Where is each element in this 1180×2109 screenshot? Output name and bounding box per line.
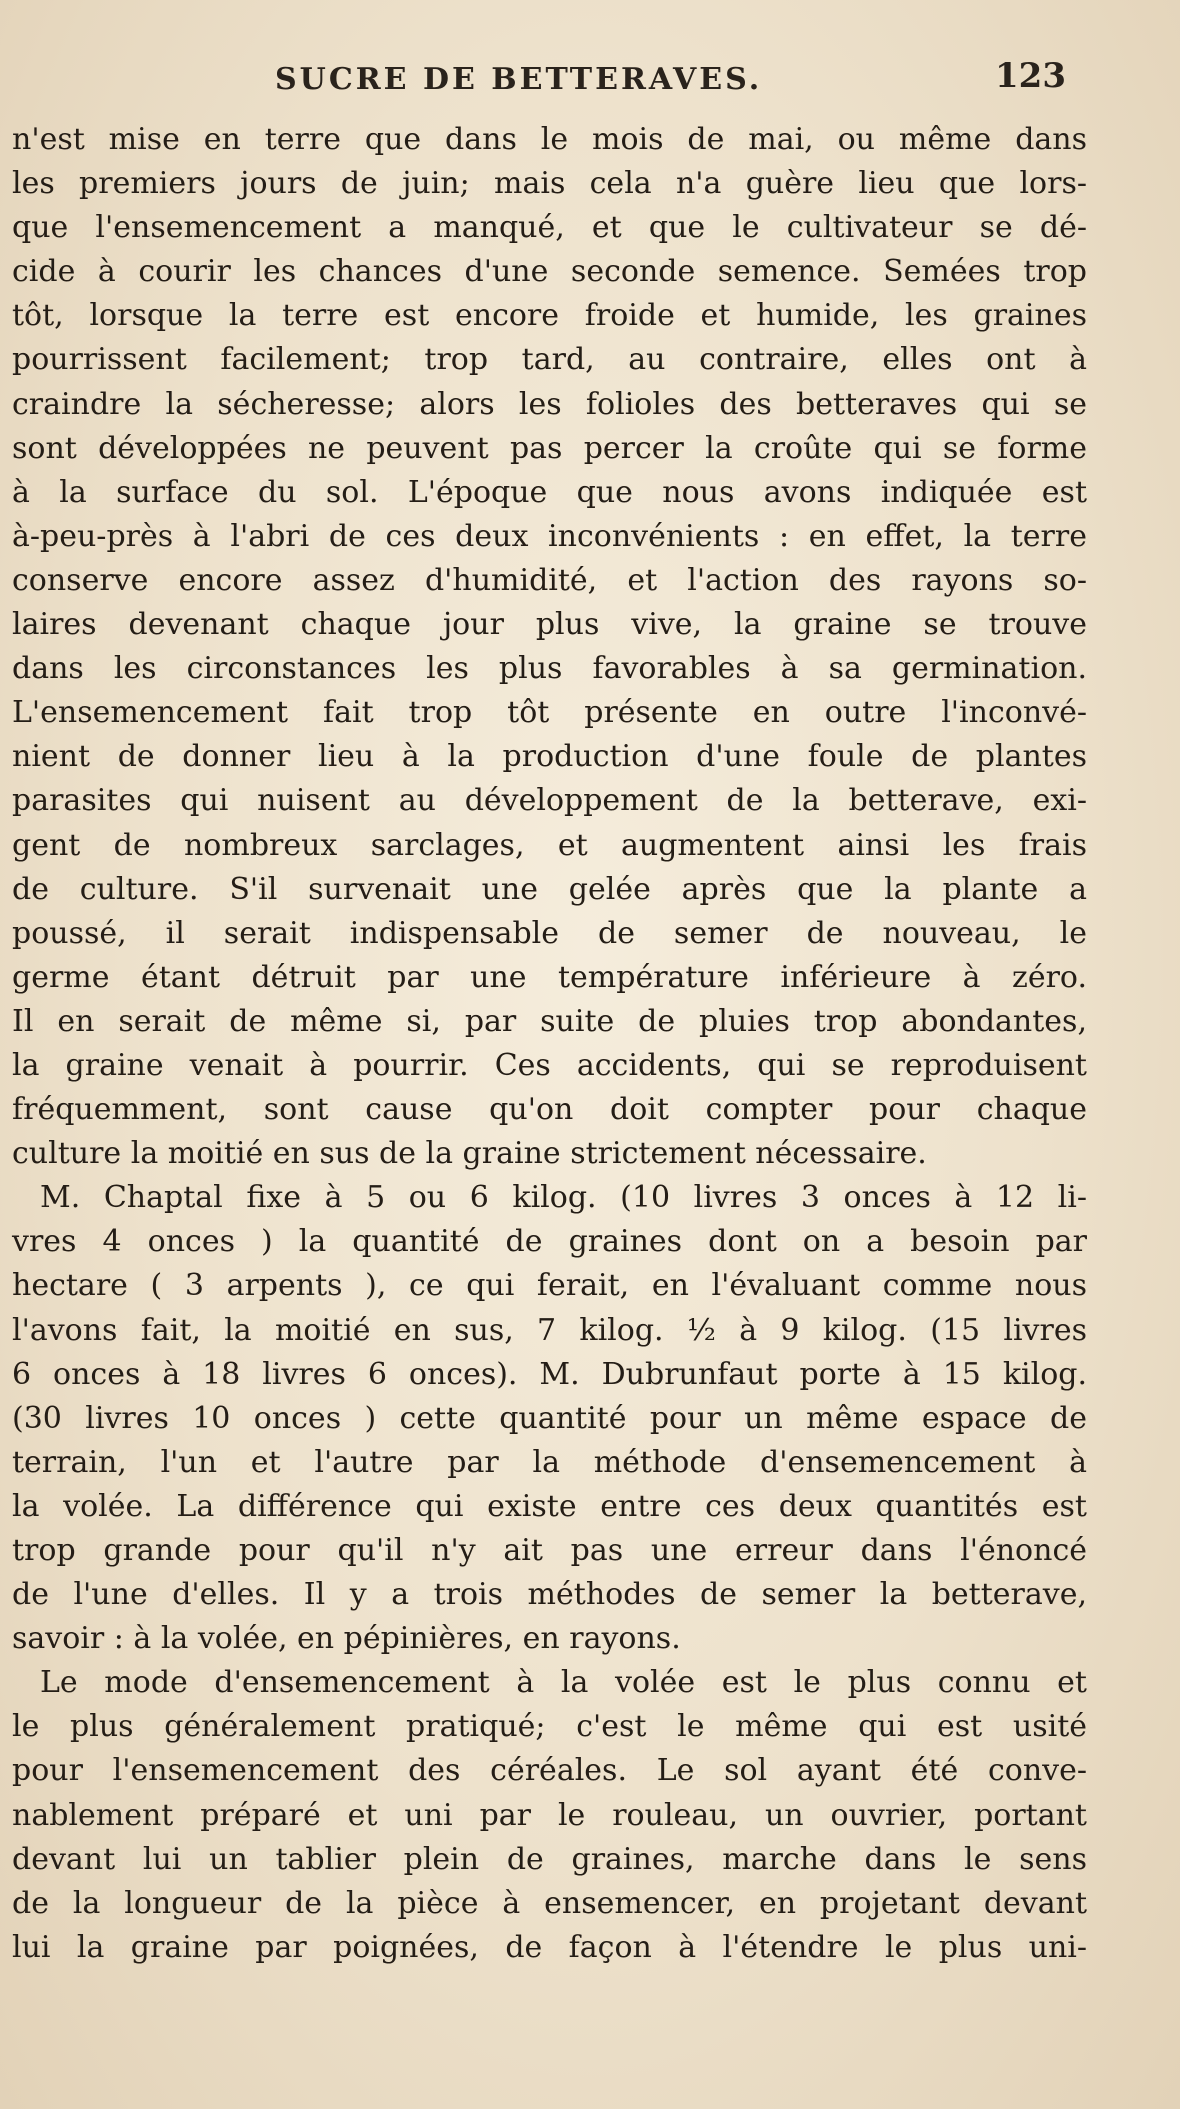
text-line: n'est mise en terre que dans le mois de mai, ou même dans — [12, 122, 1087, 157]
text-line: pourrissent facilement; trop tard, au contraire, elles ont à — [12, 342, 1087, 378]
text-line: Il en serait de même si, par suite de pluies trop abondantes, — [12, 1003, 1087, 1039]
text-line: savoir : à la volée, en pépinières, en rayons. — [12, 1621, 681, 1657]
text-line: de l'une d'elles. Il y a trois méthodes de semer la betterave, — [12, 1577, 1087, 1613]
text-line: culture la moitié en sus de la graine strictement nécessaire. — [12, 1136, 927, 1172]
text-line: 6 onces à 18 livres 6 onces). M. Dubrunfaut porte à 15 kilog. — [12, 1356, 1087, 1392]
text-line: la graine venait à pourrir. Ces accidents, qui se reproduisent — [12, 1047, 1087, 1083]
page-header — [0, 56, 1180, 102]
text-line: tôt, lorsque la terre est encore froide et humide, les graines — [12, 298, 1087, 334]
text-line: M. Chaptal fixe à 5 ou 6 kilog. (10 livres 3 onces à 12 li- — [40, 1180, 1087, 1216]
text-line: Le mode d'ensemencement à la volée est le plus connu et — [40, 1665, 1087, 1701]
text-line: trop grande pour qu'il n'y ait pas une erreur dans l'énoncé — [12, 1533, 1087, 1568]
page-number: 123 — [995, 56, 1066, 96]
text-line: dans les circonstances les plus favorables à sa germination. — [12, 651, 1087, 687]
text-line: pour l'ensemencement des céréales. Le sol ayant été conve- — [12, 1753, 1087, 1789]
running-title: SUCRE DE BETTERAVES. — [275, 62, 763, 97]
text-line: à-peu-près à l'abri de ces deux inconvénients : en effet, la terre — [12, 518, 1087, 554]
text-line: (30 livres 10 onces ) cette quantité pour un même espace de — [12, 1400, 1087, 1436]
text-line: gent de nombreux sarclages, et augmentent ainsi les frais — [12, 827, 1087, 863]
text-line: cide à courir les chances d'une seconde semence. Semées trop — [12, 254, 1087, 290]
text-line: terrain, l'un et l'autre par la méthode d'ensemencement à — [12, 1444, 1087, 1480]
text-line: les premiers jours de juin; mais cela n'a guère lieu que lors- — [12, 166, 1087, 202]
text-line: de culture. S'il survenait une gelée après que la plante a — [12, 871, 1087, 907]
text-line: poussé, il serait indispensable de semer de nouveau, le — [12, 915, 1087, 951]
text-line: parasites qui nuisent au développement de la betterave, exi- — [12, 783, 1087, 819]
text-line: fréquemment, sont cause qu'on doit compter pour chaque — [12, 1092, 1087, 1128]
text-line: devant lui un tablier plein de graines, marche dans le sens — [12, 1841, 1087, 1877]
text-line: l'avons fait, la moitié en sus, 7 kilog. ½ à 9 kilog. (15 livres — [12, 1312, 1087, 1348]
text-line: vres 4 onces ) la quantité de graines dont on a besoin par — [12, 1224, 1087, 1260]
text-line: hectare ( 3 arpents ), ce qui ferait, en l'évaluant comme nous — [12, 1268, 1087, 1304]
text-line: laires devenant chaque jour plus vive, la graine se trouve — [12, 607, 1087, 643]
text-line: germe étant détruit par une température inférieure à zéro. — [12, 959, 1087, 995]
text-line: sont développées ne peuvent pas percer la croûte qui se forme — [12, 430, 1087, 466]
text-line: craindre la sécheresse; alors les folioles des betteraves qui se — [12, 386, 1087, 422]
text-line: à la surface du sol. L'époque que nous avons indiquée est — [12, 474, 1087, 510]
text-line: nient de donner lieu à la production d'une foule de plantes — [12, 739, 1087, 775]
text-line: que l'ensemencement a manqué, et que le cultivateur se dé- — [12, 210, 1087, 246]
text-line: L'ensemencement fait trop tôt présente en outre l'inconvé- — [12, 695, 1087, 731]
text-line: lui la graine par poignées, de façon à l'étendre le plus uni- — [12, 1929, 1087, 1965]
text-line: la volée. La différence qui existe entre ces deux quantités est — [12, 1488, 1087, 1524]
text-line: de la longueur de la pièce à ensemencer, en projetant devant — [12, 1885, 1087, 1921]
text-line: le plus généralement pratiqué; c'est le même qui est usité — [12, 1709, 1087, 1745]
body-text — [12, 118, 1087, 1970]
text-line: conserve encore assez d'humidité, et l'action des rayons so- — [12, 562, 1087, 598]
text-line: nablement préparé et uni par le rouleau, un ouvrier, portant — [12, 1797, 1087, 1833]
